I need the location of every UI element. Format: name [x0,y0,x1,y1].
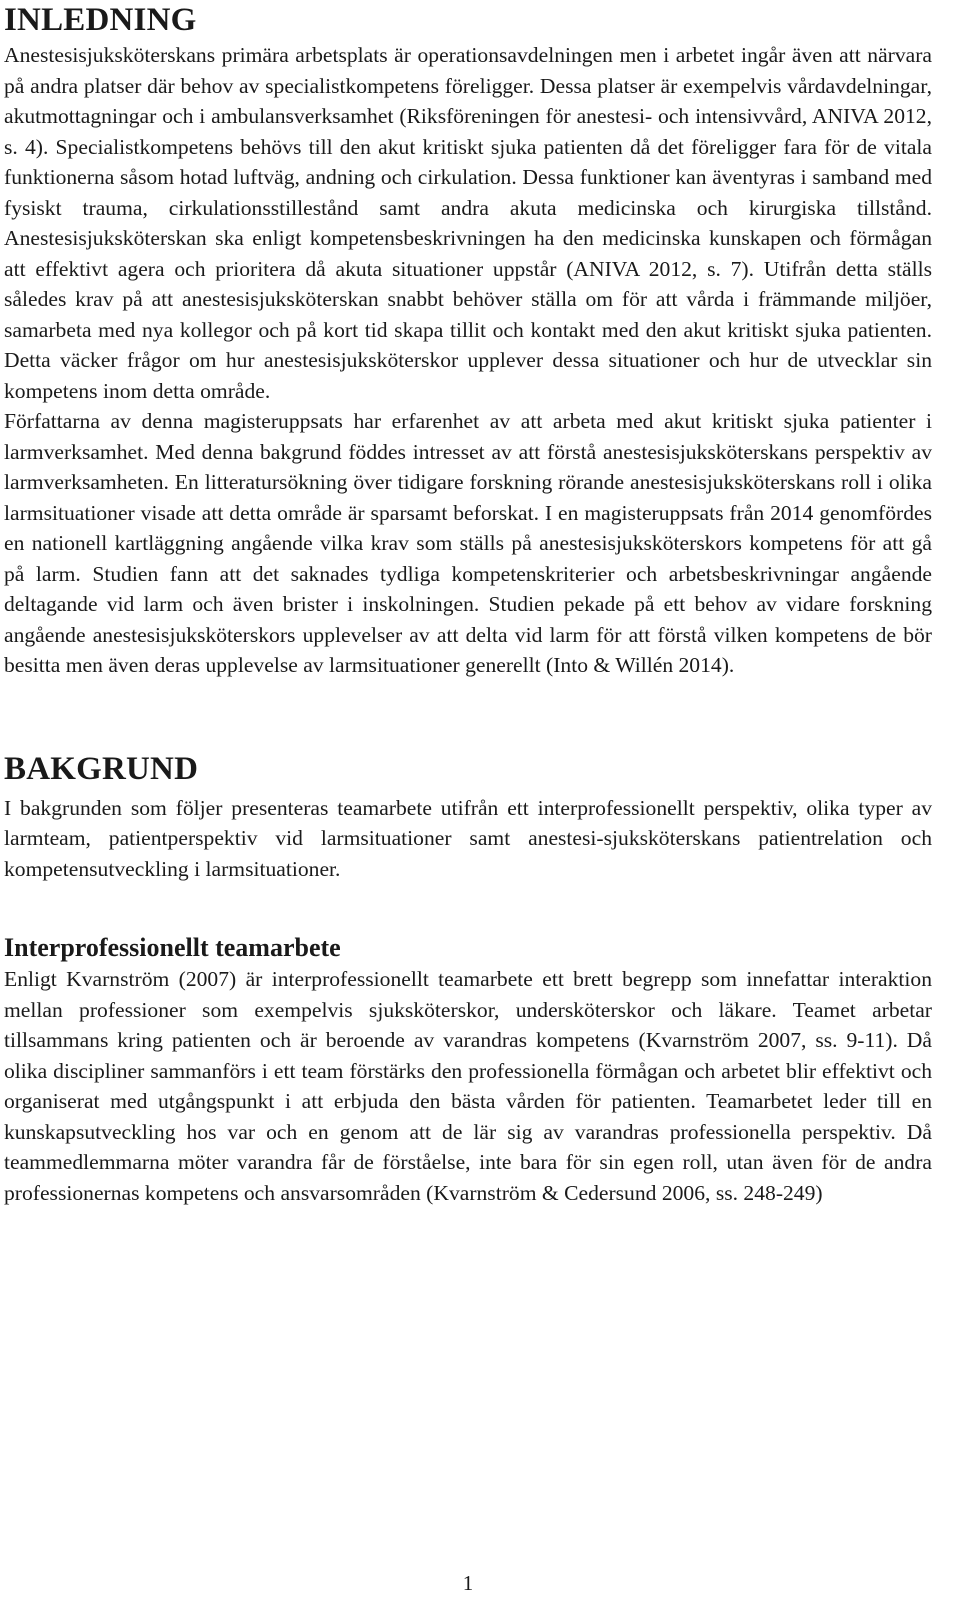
paragraph-inledning-1: Anestesisjuksköterskans primära arbetsplats är operationsavdelningen men i arbetet ingår även att närvara på andra platser där behov av specialistkompetens föreligger. Dessa platser är exempelvis vårdavdelningar, akutmottagningar och i ambulansverksamhet (Riksföreningen för anestesi- och intensivvård, ANIVA 2012, s. 4). Specialistkompetens behövs till den akut kritiskt sjuka patienten då det föreligger fara för de vitala funktionerna såsom hotad luftväg, andning och cirkulation. Dessa funktioner kan äventyras i samband med fysiskt trauma, cirkulationsstillestånd samt andra akuta medicinska och kirurgiska tillstånd. Anestesisjuksköterskan ska enligt kompetensbeskrivningen ha den medicinska kunskapen och förmågan att effektivt agera och prioritera då akuta situationer uppstår (ANIVA 2012, s. 7). Utifrån detta ställs således krav på att anestesisjuksköterskan snabbt behöver ställa om för att vårda i främmande miljöer, samarbeta med nya kollegor och på kort tid skapa tillit och kontakt med den akut kritiskt sjuka patienten. Detta väcker frågor om hur anestesisjuksköterskor upplever dessa situationer och hur de utvecklar sin kompetens inom detta område. [4,43,932,403]
paragraph-bakgrund: I bakgrunden som följer presenteras teamarbete utifrån ett interprofessionellt perspektiv, olika typer av larmteam, patientperspektiv vid larmsituationer samt anestesi-sjuksköterskans patientrelation och kompetensutveckling i larmsituationer. [4,795,932,881]
heading-inledning: INLEDNING [4,2,197,38]
paragraph-teamarbete: Enligt Kvarnström (2007) är interprofessionellt teamarbete ett brett begrepp som innefattar interaktion mellan professioner som exempelvis sjuksköterskor, undersköterskor och läkare. Teamet arbetar tillsammans kring patienten och är beroende av varandras kompetens (Kvarnström 2007, ss. 9-11). Då olika discipliner sammanförs i ett team förstärks den professionella förmågan och arbetet blir effektivt och organiserat med utgångspunkt i att erbjuda den bästa vården för patienten. Teamarbetet leder till en kunskapsutveckling hos var och en genom att de lär sig av varandras professionella perspektiv. Då teammedlemmarna möter varandra får de förståelse, inte bara för sin egen roll, utan även för de andra professionernas kompetens och ansvarsområden (Kvarnström & Cedersund 2006, ss. 248-249) [4,967,932,1205]
heading-bakgrund: BAKGRUND [4,750,199,787]
page-number: 1 [462,1571,474,1595]
paragraph-inledning-2: Författarna av denna magisteruppsats har erfarenhet av att arbeta med akut kritiskt sjuka patienter i larmverksamhet. Med denna bakgrund föddes intresset av att förstå anestesisjuksköterskans perspektiv av larmverksamheten. En litteratursökning över tidigare forskning rörande anestesisjuksköterskans roll i olika larmsituationer visade att detta område är sparsamt beforskat. I en magisteruppsats från 2014 genomfördes en nationell kartläggning angående vilka krav som ställs på anestesisjuksköterskors kompetens för att gå på larm. Studien fann att det saknades tydliga kompetenskriterier och arbetsbeskrivningar angående deltagande vid larm och även brister i inskolningen. Studien pekade på ett behov av vidare forskning angående anestesisjuksköterskors upplevelser av att delta vid larm för att förstå vilken kompetens de bör besitta men även deras upplevelse av larmsituationer generellt (Into & Willén 2014). [4,409,932,677]
heading-interprofessionellt-teamarbete: Interprofessionellt teamarbete [4,933,341,962]
document-page [4,0,932,1208]
